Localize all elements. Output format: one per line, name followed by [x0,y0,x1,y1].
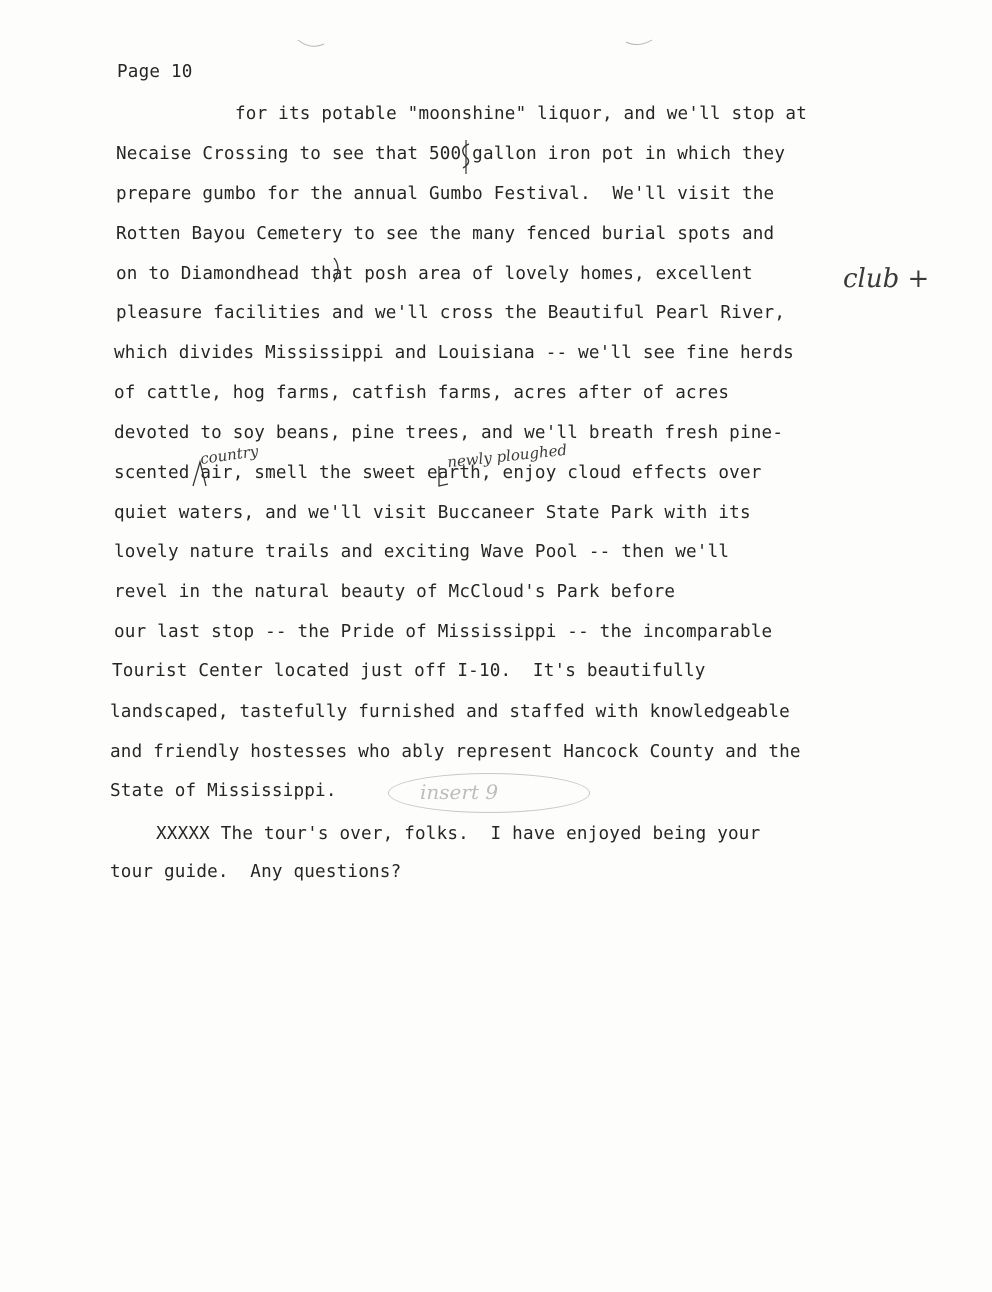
caret-mark-newly-ploughed [436,464,452,490]
body-line: revel in the natural beauty of McCloud's Park before [114,582,676,602]
closing-line: XXXXX The tour's over, folks. I have enjoyed being your [156,824,761,844]
body-line: State of Mississippi. [110,781,337,801]
body-line: scented air, smell the sweet earth, enjoy cloud effects over [114,463,762,483]
body-line: quiet waters, and we'll visit Buccaneer State Park with its [114,503,751,523]
circled-insert-note-text: insert 9 [420,780,499,804]
body-line: our last stop -- the Pride of Mississippi -- the incomparable [114,622,773,642]
body-line: which divides Mississippi and Louisiana -- we'll see fine herds [114,343,794,363]
body-line: Necaise Crossing to see that 500 gallon iron pot in which they [116,144,786,164]
caret-mark-diamondhead [330,256,344,284]
body-line: lovely nature trails and exciting Wave Pool -- then we'll [114,542,730,562]
body-line: for its potable "moonshine" liquor, and we'll stop at [235,104,807,124]
top-left-paper-mark [296,36,326,50]
body-line: pleasure facilities and we'll cross the Beautiful Pearl River, [116,303,786,323]
handwritten-newly-ploughed-insert: newly ploughed [446,440,568,472]
body-line: and friendly hostesses who ably represent Hancock County and the [110,742,801,762]
body-line: landscaped, tastefully furnished and staffed with knowledgeable [110,702,790,722]
body-line: on to Diamondhead that posh area of lovely homes, excellent [116,264,753,284]
handwritten-club-insert: club + [843,264,930,294]
body-line: Tourist Center located just off I-10. It's beautifully [112,661,706,681]
handwritten-country-insert: country [199,442,260,468]
body-line: Rotten Bayou Cemetery to see the many fenced burial spots and [116,224,775,244]
body-line: devoted to soy beans, pine trees, and we'll breath fresh pine- [114,423,784,443]
page-number: Page 10 [117,62,193,82]
body-line: prepare gumbo for the annual Gumbo Festival. We'll visit the [116,184,775,204]
caret-mark-country [190,458,210,488]
closing-line: tour guide. Any questions? [110,862,402,882]
dollar-correction-mark [455,140,477,174]
body-line: of cattle, hog farms, catfish farms, acres after of acres [114,383,730,403]
top-right-paper-mark [624,36,654,50]
